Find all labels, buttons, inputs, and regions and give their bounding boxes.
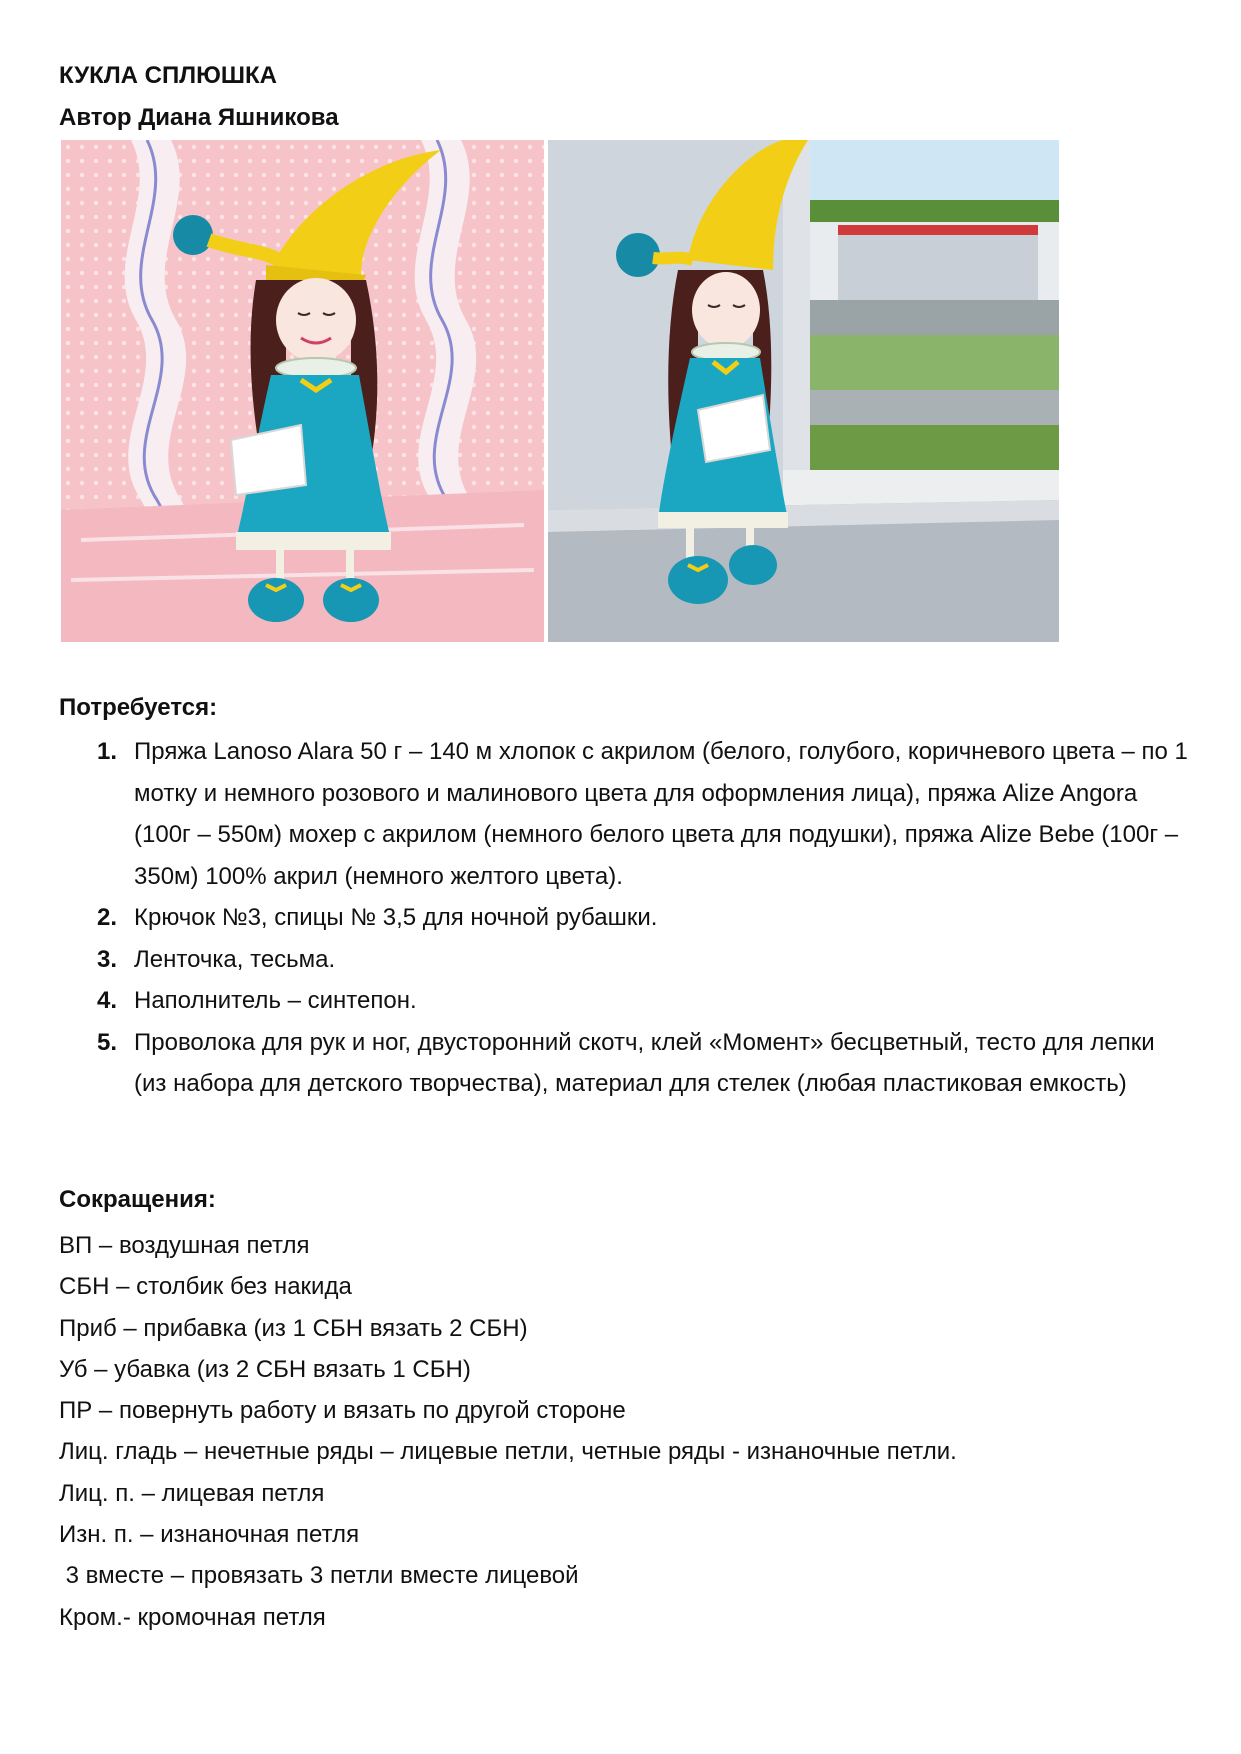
requirements-list (59, 731, 1189, 1105)
list-item (59, 897, 1189, 939)
list-item-text: Проволока для рук и ног, двусторонний скотч, клей «Момент» бесцветный, тесто для лепки (из набора для детского творчества), материал для стелек (любая пластиковая емкость) (134, 1028, 1155, 1097)
abbreviation-item: Уб – убавка (из 2 СБН вязать 1 СБН) (59, 1355, 471, 1383)
photo-row (61, 140, 1059, 642)
list-item (59, 939, 1189, 981)
abbreviation-item: 3 вместе – провязать 3 петли вместе лицевой (59, 1562, 579, 1590)
list-item-number: 2. (97, 904, 118, 931)
list-item-text: Ленточка, тесьма. (134, 945, 336, 973)
abbreviation-item: ПР – повернуть работу и вязать по другой стороне (59, 1397, 626, 1425)
requirements-heading: Потребуется: (59, 694, 218, 721)
list-item-text: Пряжа Lanoso Alara 50 г – 140 м хлопок с акрилом (белого, голубого, коричневого цвета – по 1 мотку и немного розового и малинового цвета для оформления лица), пряжа Alize Angora (100г – 550м) мохер с акрилом (немного белого цвета для подушки), пряжа Alize Bebe (100г – 350м) 100% акрил (немного желтого цвета). (134, 738, 1188, 890)
doll-photo-windowsill (548, 140, 1059, 642)
abbreviation-item: Кром.- кромочная петля (59, 1603, 326, 1631)
abbreviation-item: Изн. п. – изнаночная петля (59, 1521, 360, 1549)
list-item-text: Крючок №3, спицы № 3,5 для ночной рубашки. (134, 904, 658, 931)
list-item (59, 1022, 1189, 1105)
abbreviations-list (59, 1225, 1189, 1638)
list-item (59, 731, 1189, 897)
list-item (59, 980, 1189, 1022)
list-item-number: 3. (97, 945, 118, 973)
abbreviation-item: Лиц. гладь – нечетные ряды – лицевые петли, четные ряды - изнаночные петли. (59, 1438, 957, 1466)
abbreviation-item: СБН – столбик без накида (59, 1273, 352, 1301)
abbreviation-item: Лиц. п. – лицевая петля (59, 1479, 325, 1507)
list-item-number: 4. (97, 987, 118, 1014)
document-title: КУКЛА СПЛЮШКА (59, 62, 277, 89)
list-item-number: 1. (97, 738, 118, 765)
document-author: Автор Диана Яшникова (59, 104, 339, 131)
list-item-text: Наполнитель – синтепон. (134, 987, 417, 1014)
doll-photo-pink-background (61, 140, 544, 642)
list-item-number: 5. (97, 1028, 118, 1056)
abbreviation-item: ВП – воздушная петля (59, 1232, 310, 1259)
abbreviations-heading: Сокращения: (59, 1186, 216, 1213)
abbreviation-item: Приб – прибавка (из 1 СБН вязать 2 СБН) (59, 1314, 528, 1342)
